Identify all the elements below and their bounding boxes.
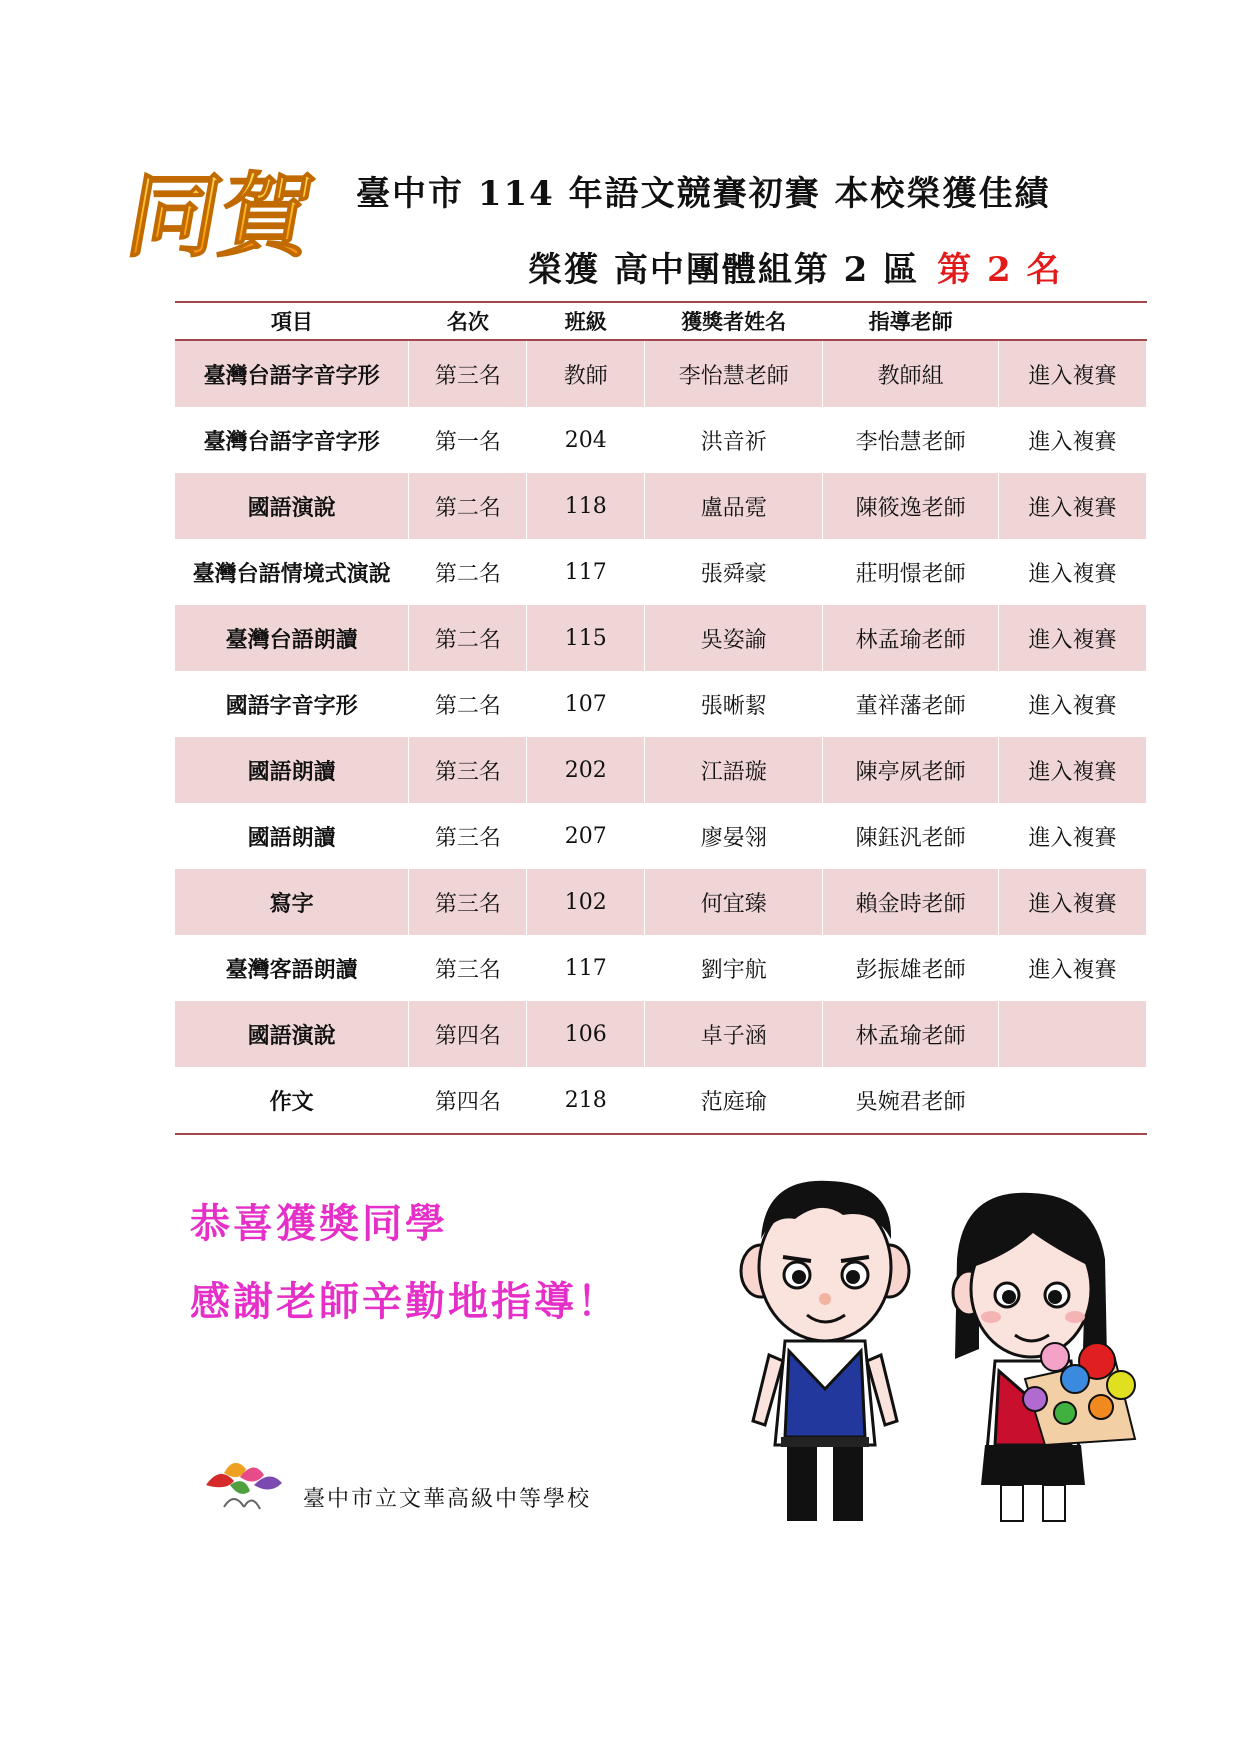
cell-item: 國語演說 — [175, 473, 409, 539]
cell-rank: 第二名 — [409, 671, 527, 737]
thanks-message: 感謝老師辛勤地指導！ — [190, 1279, 620, 1325]
cell-teacher: 董祥藩老師 — [823, 671, 999, 737]
cell-item: 國語朗讀 — [175, 803, 409, 869]
cell-class: 117 — [527, 539, 645, 605]
cell-status: 進入複賽 — [999, 539, 1147, 605]
student-couple-illustration — [725, 1175, 1145, 1525]
cell-name: 李怡慧老師 — [645, 340, 823, 407]
cell-name: 江語璇 — [645, 737, 823, 803]
cell-item: 臺灣台語情境式演說 — [175, 539, 409, 605]
cell-status — [999, 1001, 1147, 1067]
cell-name: 盧品霓 — [645, 473, 823, 539]
cell-rank: 第三名 — [409, 340, 527, 407]
cell-name: 廖晏翎 — [645, 803, 823, 869]
cell-class: 117 — [527, 935, 645, 1001]
header-rank: 名次 — [409, 302, 527, 340]
cell-class: 118 — [527, 473, 645, 539]
cell-status: 進入複賽 — [999, 737, 1147, 803]
cell-class: 204 — [527, 407, 645, 473]
cell-item: 臺灣客語朗讀 — [175, 935, 409, 1001]
cell-name: 劉宇航 — [645, 935, 823, 1001]
cell-rank: 第二名 — [409, 605, 527, 671]
table-row — [175, 539, 1147, 605]
cell-class: 107 — [527, 671, 645, 737]
cell-status: 進入複賽 — [999, 671, 1147, 737]
awards-table — [175, 301, 1147, 1135]
table-row — [175, 737, 1147, 803]
table-row — [175, 935, 1147, 1001]
cell-rank: 第三名 — [409, 935, 527, 1001]
cell-status: 進入複賽 — [999, 869, 1147, 935]
table-row — [175, 1001, 1147, 1067]
congrats-message: 恭喜獲獎同學 — [190, 1201, 448, 1247]
table-row — [175, 605, 1147, 671]
header-winner: 獲獎者姓名 — [645, 302, 823, 340]
cell-rank: 第一名 — [409, 407, 527, 473]
subtitle-prefix: 榮獲 高中團體組第 2 區 — [528, 250, 920, 290]
cell-rank: 第三名 — [409, 869, 527, 935]
cell-teacher: 吳婉君老師 — [823, 1067, 999, 1134]
table-header-row — [175, 302, 1147, 340]
cell-status: 進入複賽 — [999, 935, 1147, 1001]
cell-rank: 第二名 — [409, 539, 527, 605]
cell-name: 張舜豪 — [645, 539, 823, 605]
cell-teacher: 賴金時老師 — [823, 869, 999, 935]
team-rank: 第 2 名 — [937, 250, 1063, 290]
table-row — [175, 340, 1147, 407]
cell-rank: 第三名 — [409, 803, 527, 869]
cell-rank: 第二名 — [409, 473, 527, 539]
header-item: 項目 — [175, 302, 409, 340]
school-logo-flower-icon — [200, 1455, 286, 1517]
cell-class: 106 — [527, 1001, 645, 1067]
cell-item: 臺灣台語字音字形 — [175, 340, 409, 407]
boy-figure — [741, 1181, 909, 1521]
table-row — [175, 407, 1147, 473]
table-row — [175, 671, 1147, 737]
page-subtitle — [528, 242, 1063, 291]
cell-class: 教師 — [527, 340, 645, 407]
cell-item: 國語字音字形 — [175, 671, 409, 737]
cell-status: 進入複賽 — [999, 803, 1147, 869]
cell-item: 臺灣台語朗讀 — [175, 605, 409, 671]
badge-text: 同賀 — [119, 162, 323, 270]
cell-status: 進入複賽 — [999, 407, 1147, 473]
cell-teacher: 教師組 — [823, 340, 999, 407]
cell-rank: 第三名 — [409, 737, 527, 803]
table-row — [175, 869, 1147, 935]
cell-teacher: 莊明憬老師 — [823, 539, 999, 605]
cell-name: 卓子涵 — [645, 1001, 823, 1067]
cell-class: 207 — [527, 803, 645, 869]
header-teacher: 指導老師 — [823, 302, 999, 340]
cell-teacher: 林孟瑜老師 — [823, 605, 999, 671]
cell-item: 作文 — [175, 1067, 409, 1134]
cell-teacher: 陳鈺汎老師 — [823, 803, 999, 869]
congratulations-badge — [118, 152, 334, 270]
cell-status: 進入複賽 — [999, 605, 1147, 671]
table-row — [175, 473, 1147, 539]
cell-item: 寫字 — [175, 869, 409, 935]
cell-name: 何宜臻 — [645, 869, 823, 935]
table-row — [175, 803, 1147, 869]
cell-teacher: 林孟瑜老師 — [823, 1001, 999, 1067]
cell-name: 吳姿諭 — [645, 605, 823, 671]
cell-item: 臺灣台語字音字形 — [175, 407, 409, 473]
cell-teacher: 陳筱逸老師 — [823, 473, 999, 539]
cell-rank: 第四名 — [409, 1001, 527, 1067]
header-status — [999, 302, 1147, 340]
cell-status — [999, 1067, 1147, 1134]
cell-rank: 第四名 — [409, 1067, 527, 1134]
cell-item: 國語演說 — [175, 1001, 409, 1067]
cell-status: 進入複賽 — [999, 473, 1147, 539]
cell-name: 張晰絜 — [645, 671, 823, 737]
header-class: 班級 — [527, 302, 645, 340]
cell-teacher: 陳亭夙老師 — [823, 737, 999, 803]
cell-name: 洪音祈 — [645, 407, 823, 473]
school-name: 臺中市立文華高級中等學校 — [303, 1487, 592, 1512]
table-row — [175, 1067, 1147, 1134]
page-title: 臺中市 114 年語文競賽初賽 本校榮獲佳績 — [356, 174, 1051, 214]
cell-class: 218 — [527, 1067, 645, 1134]
cell-status: 進入複賽 — [999, 340, 1147, 407]
cell-teacher: 彭振雄老師 — [823, 935, 999, 1001]
girl-figure — [953, 1193, 1135, 1521]
cell-teacher: 李怡慧老師 — [823, 407, 999, 473]
cell-class: 202 — [527, 737, 645, 803]
cell-name: 范庭瑜 — [645, 1067, 823, 1134]
cell-item: 國語朗讀 — [175, 737, 409, 803]
cell-class: 115 — [527, 605, 645, 671]
cell-class: 102 — [527, 869, 645, 935]
